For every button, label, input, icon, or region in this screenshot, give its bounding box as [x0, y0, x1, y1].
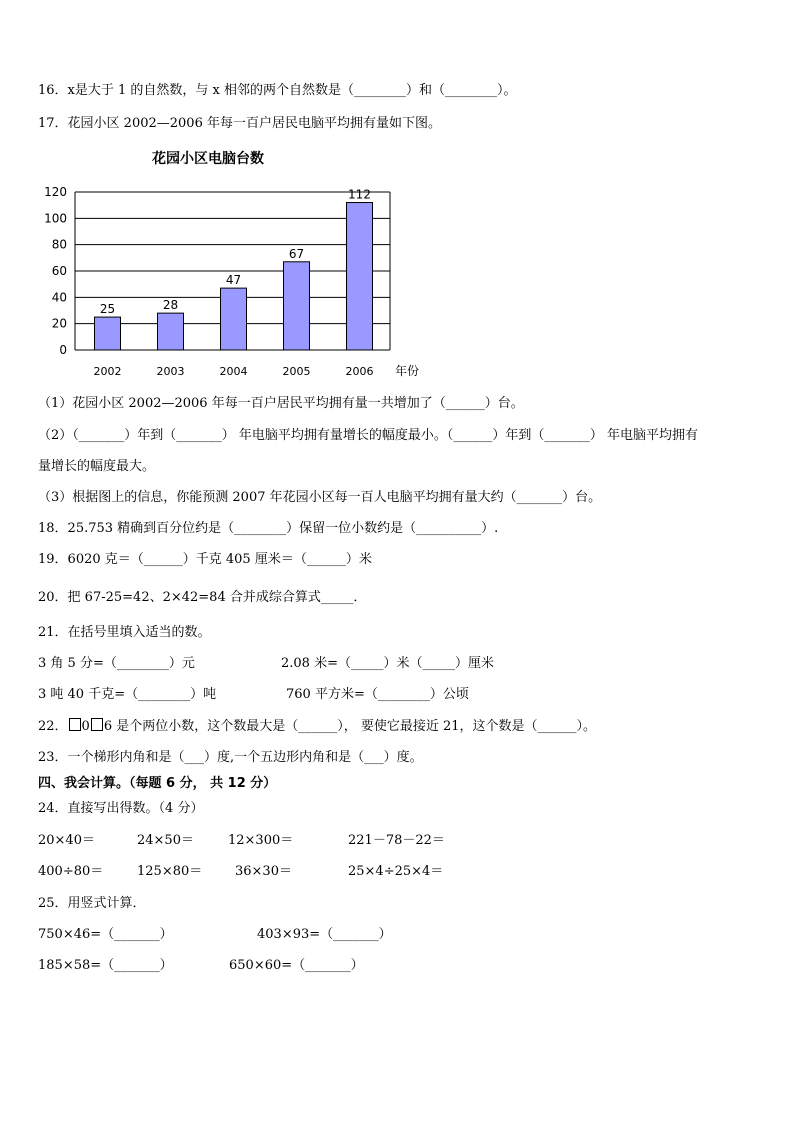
data-label: 25: [99, 302, 116, 317]
y-tick-label: 60: [51, 264, 67, 278]
x-tick-label: 2005: [282, 365, 311, 378]
bar: [221, 288, 247, 350]
question-17-2b: 量增长的幅度最大。: [38, 459, 156, 474]
question-17-1: （1）花园小区 2002—2006 年每一百户居民平均拥有量一共增加了（______）台。: [38, 396, 524, 411]
blank-box: [69, 718, 81, 731]
x-axis-label: 年份: [395, 364, 420, 378]
calc-item: 36×30＝: [235, 864, 292, 879]
chart-title: 花园小区电脑台数: [152, 151, 264, 167]
question-22-digit: 0: [81, 719, 90, 734]
vertical-calc-item: 650×60=（_______）: [229, 958, 364, 973]
calc-item: 25×4÷25×4＝: [348, 864, 444, 879]
question-18: 18．25.753 精确到百分位约是（________）保留一位小数约是（__________）.: [38, 521, 499, 536]
question-17: 17．花园小区 2002—2006 年每一百户居民电脑平均拥有量如下图。: [38, 116, 441, 131]
question-21-a: 3 角 5 分=（________）元: [38, 656, 195, 671]
y-tick-label: 20: [51, 316, 67, 331]
calc-item: 24×50＝: [137, 833, 194, 848]
vertical-calc-item: 185×58=（_______）: [38, 958, 173, 973]
question-21: 21．在括号里填入适当的数。: [38, 625, 211, 640]
y-tick-label: 40: [51, 290, 67, 305]
y-tick-label: 100: [44, 211, 67, 226]
blank-box: [91, 718, 103, 731]
question-24: 24．直接写出得数。（4 分）: [38, 801, 204, 816]
section-4-heading: 四、我会计算。（每题 6 分， 共 12 分）: [38, 776, 277, 791]
calc-item: 400÷80＝: [38, 864, 104, 879]
question-19: 19．6020 克＝（______）千克 405 厘米＝（______）米: [38, 552, 372, 567]
data-label: 67: [288, 246, 305, 261]
x-tick-label: 2006: [345, 365, 374, 378]
question-16: 16．x是大于 1 的自然数，与 x 相邻的两个自然数是（________）和（________）。: [38, 83, 517, 98]
data-label: 47: [225, 273, 242, 288]
vertical-calc-item: 403×93=（_______）: [257, 927, 392, 942]
calc-item: 20×40＝: [38, 833, 95, 848]
bar: [347, 203, 373, 350]
question-17-3: （3）根据图上的信息，你能预测 2007 年花园小区每一百人电脑平均拥有量大约（_______）台。: [38, 490, 602, 505]
bar: [284, 262, 310, 350]
calc-item: 125×80＝: [137, 864, 203, 879]
x-tick-label: 2004: [219, 365, 248, 378]
bar-chart: [30, 140, 430, 385]
question-21-d: 760 平方米=（________）公顷: [286, 687, 469, 702]
y-tick-label: 0: [59, 343, 67, 357]
bar: [158, 313, 184, 350]
bar: [95, 317, 121, 350]
question-22: [38, 718, 596, 736]
question-21-c: 3 吨 40 千克=（________）吨: [38, 687, 217, 702]
calc-item: 221－78－22＝: [348, 833, 445, 848]
x-tick-label: 2003: [156, 365, 185, 378]
question-23: 23．一个梯形内角和是（___）度,一个五边形内角和是（___）度。: [38, 750, 423, 765]
question-17-2a: （2）（_______）年到（_______） 年电脑平均拥有量增长的幅度最小。（______）年到（_______） 年电脑平均拥有: [38, 428, 699, 443]
question-21-b: 2.08 米=（_____）米（_____）厘米: [281, 656, 494, 671]
question-22-number: 22．: [38, 719, 68, 734]
data-label: 28: [162, 298, 179, 313]
data-label: 112: [348, 187, 371, 202]
vertical-calc-item: 750×46=（_______）: [38, 927, 173, 942]
calc-item: 12×300＝: [228, 833, 294, 848]
y-tick-label: 120: [44, 185, 67, 199]
question-20: 20．把 67-25=42、2×42=84 合并成综合算式_____．: [38, 590, 367, 605]
question-25: 25．用竖式计算．: [38, 896, 146, 911]
x-tick-label: 2002: [93, 365, 122, 378]
question-22-text: 6 是个两位小数，这个数最大是（______）， 要使它最接近 21，这个数是（______）。: [103, 719, 597, 734]
y-tick-label: 80: [51, 237, 67, 252]
